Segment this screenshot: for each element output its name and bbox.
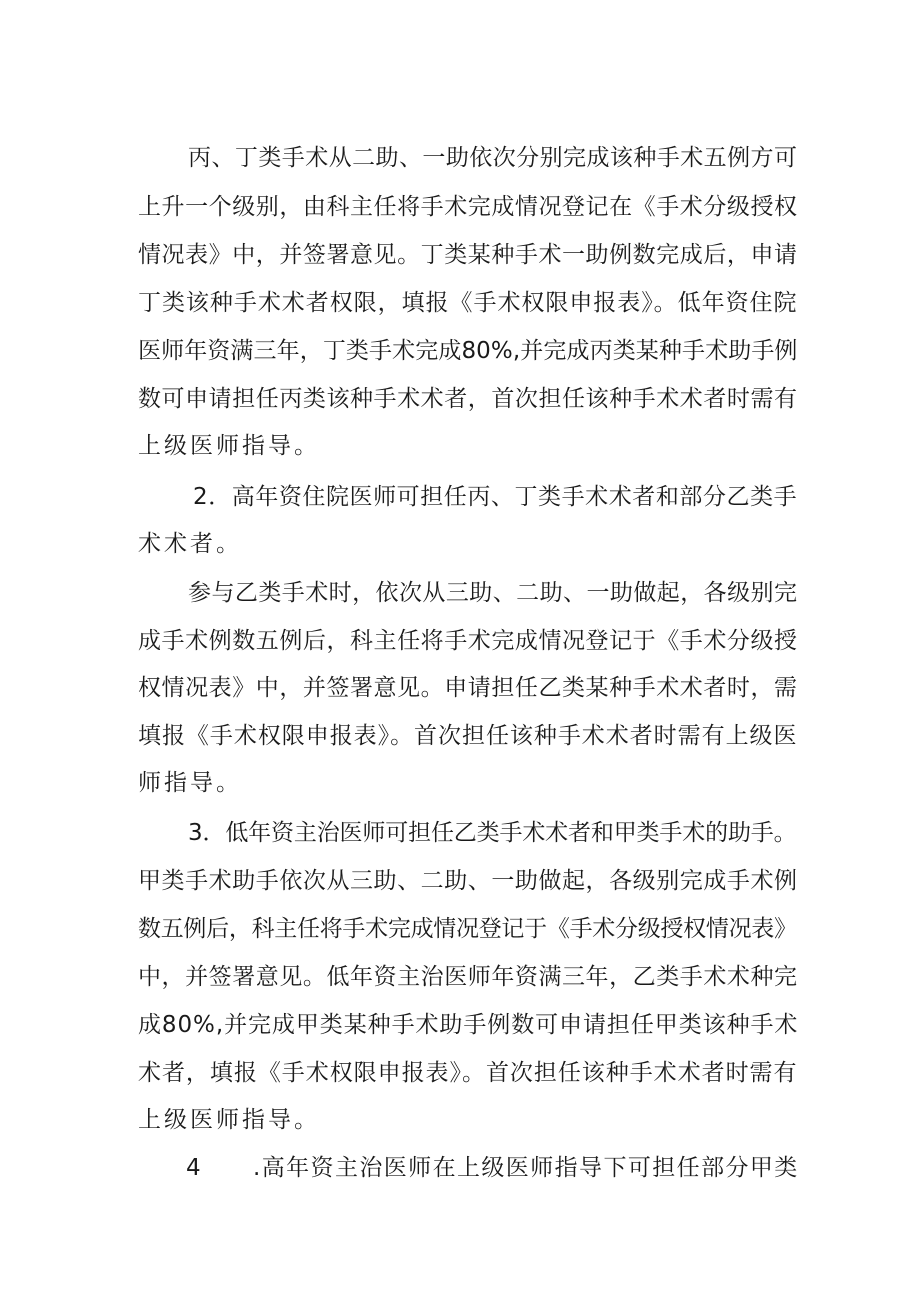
paragraph-line: 上级医师指导。 xyxy=(138,433,320,459)
paragraph-line: 上升一个级别，由科主任将手术完成情况登记在《手术分级授权 xyxy=(138,194,798,220)
paragraph-line: 师指导。 xyxy=(138,770,242,796)
paragraph-line: 中，并签署意见。低年资主治医师年资满三年，乙类手术术种完 xyxy=(138,964,798,990)
paragraph-line: 2．高年资住院医师可担任丙、丁类手术术者和部分乙类手 xyxy=(193,484,798,510)
list-number: 4 xyxy=(186,1155,201,1181)
paragraph-line: 成80%,并完成甲类某种手术助手例数可申请担任甲类该种手术 xyxy=(138,1012,799,1038)
paragraph-line: 术术者。 xyxy=(138,531,242,557)
paragraph-line: 数五例后，科主任将手术完成情况登记于《手术分级授权情况表》 xyxy=(138,916,797,942)
paragraph-line: 数可申请担任丙类该种手术术者，首次担任该种手术术者时需有 xyxy=(138,386,798,412)
paragraph-line: 医师年资满三年，丁类手术完成80%,并完成丙类某种手术助手例 xyxy=(138,338,798,364)
paragraph-line: 成手术例数五例后，科主任将手术完成情况登记于《手术分级授 xyxy=(138,628,798,654)
paragraph-line: 甲类手术助手依次从三助、二助、一助做起，各级别完成手术例 xyxy=(138,868,798,894)
paragraph-line: 上级医师指导。 xyxy=(138,1107,320,1133)
paragraph-line: 3．低年资主治医师可担任乙类手术术者和甲类手术的助手。 xyxy=(188,820,797,846)
paragraph-line: .高年资主治医师在上级医师指导下可担任部分甲类 xyxy=(253,1155,799,1181)
paragraph-line: 参与乙类手术时，依次从三助、二助、一助做起，各级别完 xyxy=(188,580,798,606)
paragraph-line: 丁类该种手术术者权限，填报《手术权限申报表》。低年资住院 xyxy=(138,290,798,316)
paragraph-line: 填报《手术权限申报表》。首次担任该种手术术者时需有上级医 xyxy=(138,723,798,749)
paragraph-line: 丙、丁类手术从二助、一助依次分别完成该种手术五例方可 xyxy=(188,145,798,171)
paragraph-line: 权情况表》中，并签署意见。申请担任乙类某种手术术者时，需 xyxy=(138,675,798,701)
paragraph-line: 情况表》中，并签署意见。丁类某种手术一助例数完成后，申请 xyxy=(138,242,798,268)
paragraph-line: 术者，填报《手术权限申报表》。首次担任该种手术术者时需有 xyxy=(138,1060,798,1086)
